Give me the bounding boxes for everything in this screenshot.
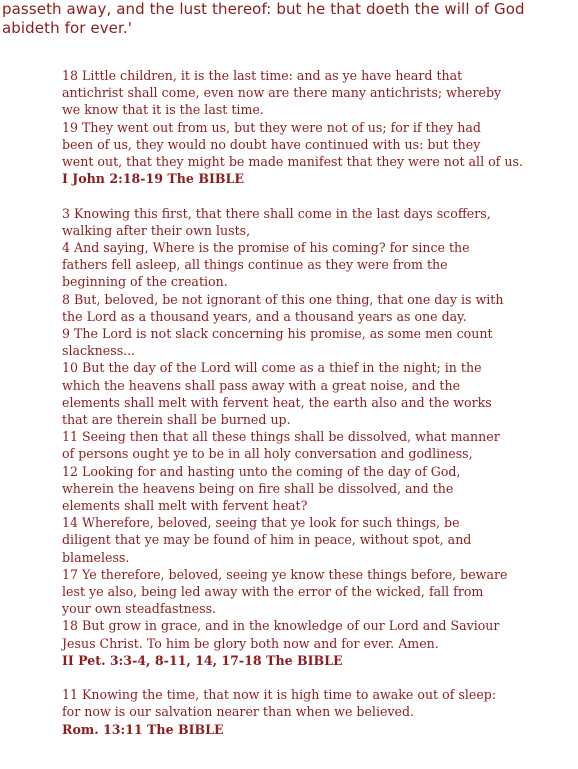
- verse-line: that are therein shall be burned up.: [62, 412, 291, 428]
- verse-line: beginning of the creation.: [62, 274, 228, 290]
- verse-line: for now is our salvation nearer than when we believed.: [62, 704, 415, 720]
- verse-line: Jesus Christ. To him be glory both now and for ever. Amen.: [62, 635, 439, 651]
- verse-line: the Lord as a thousand years, and a thousand years as one day.: [62, 308, 467, 324]
- verse-line: 10 But the day of the Lord will come as a thief in the night; in the: [62, 360, 482, 376]
- verse-line: wherein the heavens being on fire shall be dissolved, and the: [62, 480, 454, 496]
- verse-line: 18 Little children, it is the last time: and as ye have heard that: [62, 68, 463, 83]
- verse-line: diligent that ye may be found of him in peace, without spot, and: [62, 532, 472, 548]
- verse-line: fathers fell asleep, all things continue as they were from the: [62, 257, 448, 273]
- intro-line: passeth away, and the lust thereof: but he that doeth the will of God: [2, 0, 525, 18]
- intro-line: abideth for ever.': [2, 19, 132, 37]
- verse-line: elements shall melt with fervent heat?: [62, 498, 308, 514]
- verse-line: blameless.: [62, 549, 130, 565]
- verse-line: your own steadfastness.: [62, 601, 217, 617]
- verse-line: 14 Wherefore, beloved, seeing that ye look for such things, be: [62, 515, 460, 531]
- intro-text: [2, 0, 576, 38]
- verse-line: which the heavens shall pass away with a great noise, and the: [62, 377, 461, 393]
- verse-line: 12 Looking for and hasting unto the coming of the day of God,: [62, 463, 461, 479]
- verse-line: 9 The Lord is not slack concerning his promise, as some men count: [62, 326, 493, 342]
- verse-line: of persons ought ye to be in all holy conversation and godliness,: [62, 446, 473, 462]
- verse-line: been of us, they would no doubt have continued with us: but they: [62, 136, 481, 152]
- scripture-reference: Rom. 13:11 The BIBLE: [62, 721, 224, 737]
- verse-line: 11 Seeing then that all these things shall be dissolved, what manner: [62, 429, 500, 445]
- scripture-content: [62, 67, 576, 738]
- verse-line: elements shall melt with fervent heat, the earth also and the works: [62, 394, 492, 410]
- verse-line: 3 Knowing this first, that there shall come in the last days scoffers,: [62, 205, 491, 221]
- verse-line: 19 They went out from us, but they were not of us; for if they had: [62, 119, 481, 135]
- verse-line: 18 But grow in grace, and in the knowledge of our Lord and Saviour: [62, 618, 500, 634]
- verse-line: antichrist shall come, even now are there many antichrists; whereby: [62, 85, 502, 101]
- verse-line: 11 Knowing the time, that now it is high time to awake out of sleep:: [62, 687, 497, 703]
- verse-line: 4 And saying, Where is the promise of his coming? for since the: [62, 240, 470, 256]
- scripture-block-2peter: [62, 205, 576, 669]
- scripture-reference: I John 2:18-19 The BIBLE: [62, 171, 244, 187]
- scripture-reference: II Pet. 3:3-4, 8-11, 14, 17-18 The BIBLE: [62, 652, 343, 668]
- verse-line: 8 But, beloved, be not ignorant of this one thing, that one day is with: [62, 291, 504, 307]
- verse-line: slackness...: [62, 343, 136, 359]
- scripture-block-romans: [62, 686, 576, 738]
- verse-line: lest ye also, being led away with the error of the wicked, fall from: [62, 584, 484, 600]
- verse-line: 17 Ye therefore, beloved, seeing ye know these things before, beware: [62, 566, 508, 582]
- verse-line: walking after their own lusts,: [62, 222, 251, 238]
- verse-line: went out, that they might be made manifest that they were not all of us.: [62, 154, 523, 170]
- verse-line: we know that it is the last time.: [62, 102, 264, 118]
- scripture-block-1john: [62, 67, 576, 187]
